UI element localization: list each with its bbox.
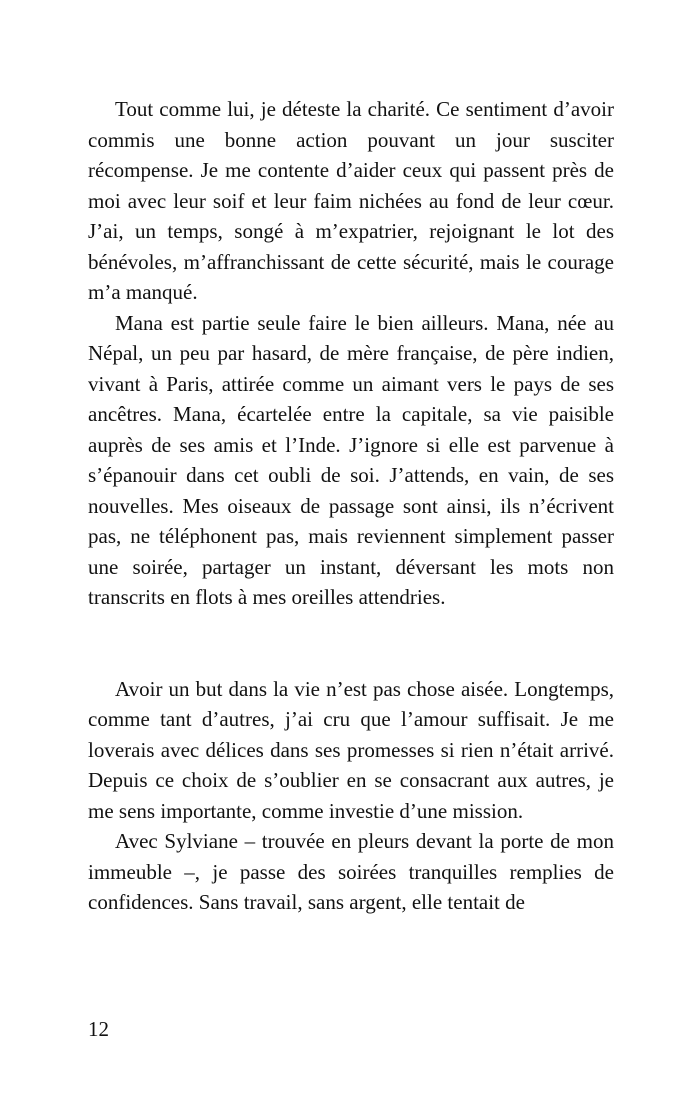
section-break <box>88 613 614 674</box>
paragraph-charity: Tout comme lui, je déteste la charité. Ce sentiment d’avoir commis une bonne action pouvant un jour susciter récompense. Je me contente d’aider ceux qui passent près de moi avec leur soif et leur faim nichées au fond de leur cœur. J’ai, un temps, songé à m’expatrier, rejoignant le lot des bénévoles, m’affranchissant de cette sécurité, mais le courage m’a manqué. <box>88 97 614 304</box>
paragraph-mana: Mana est partie seule faire le bien ailleurs. Mana, née au Népal, un peu par hasard, de mère française, de père indien, vivant à Paris, attirée comme un aimant vers le pays de ses ancêtres. Mana, écartelée entre la capitale, sa vie paisible auprès de ses amis et l’Inde. J’ignore si elle est parvenue à s’épanouir dans cet oubli de soi. J’attends, en vain, de ses nouvelles. Mes oiseaux de passage sont ainsi, ils n’écrivent pas, ne téléphonent pas, mais reviennent simplement passer une soirée, partager un instant, déversant les mots non transcrits en flots à mes oreilles attendries. <box>88 310 614 609</box>
page-body <box>88 94 614 918</box>
page-number: 12 <box>88 1017 109 1041</box>
paragraph-sylviane: Avec Sylviane – trouvée en pleurs devant la porte de mon immeuble –, je passe des soirées tranquilles remplies de confidences. Sans travail, sans argent, elle tentait de <box>88 829 614 914</box>
paragraph-purpose: Avoir un but dans la vie n’est pas chose aisée. Longtemps, comme tant d’autres, j’ai cru que l’amour suffisait. Je me loverais avec délices dans ses promesses si rien n’était arrivé. Depuis ce choix de s’oublier en se consacrant aux autres, je me sens importante, comme investie d’une mission. <box>88 676 614 823</box>
